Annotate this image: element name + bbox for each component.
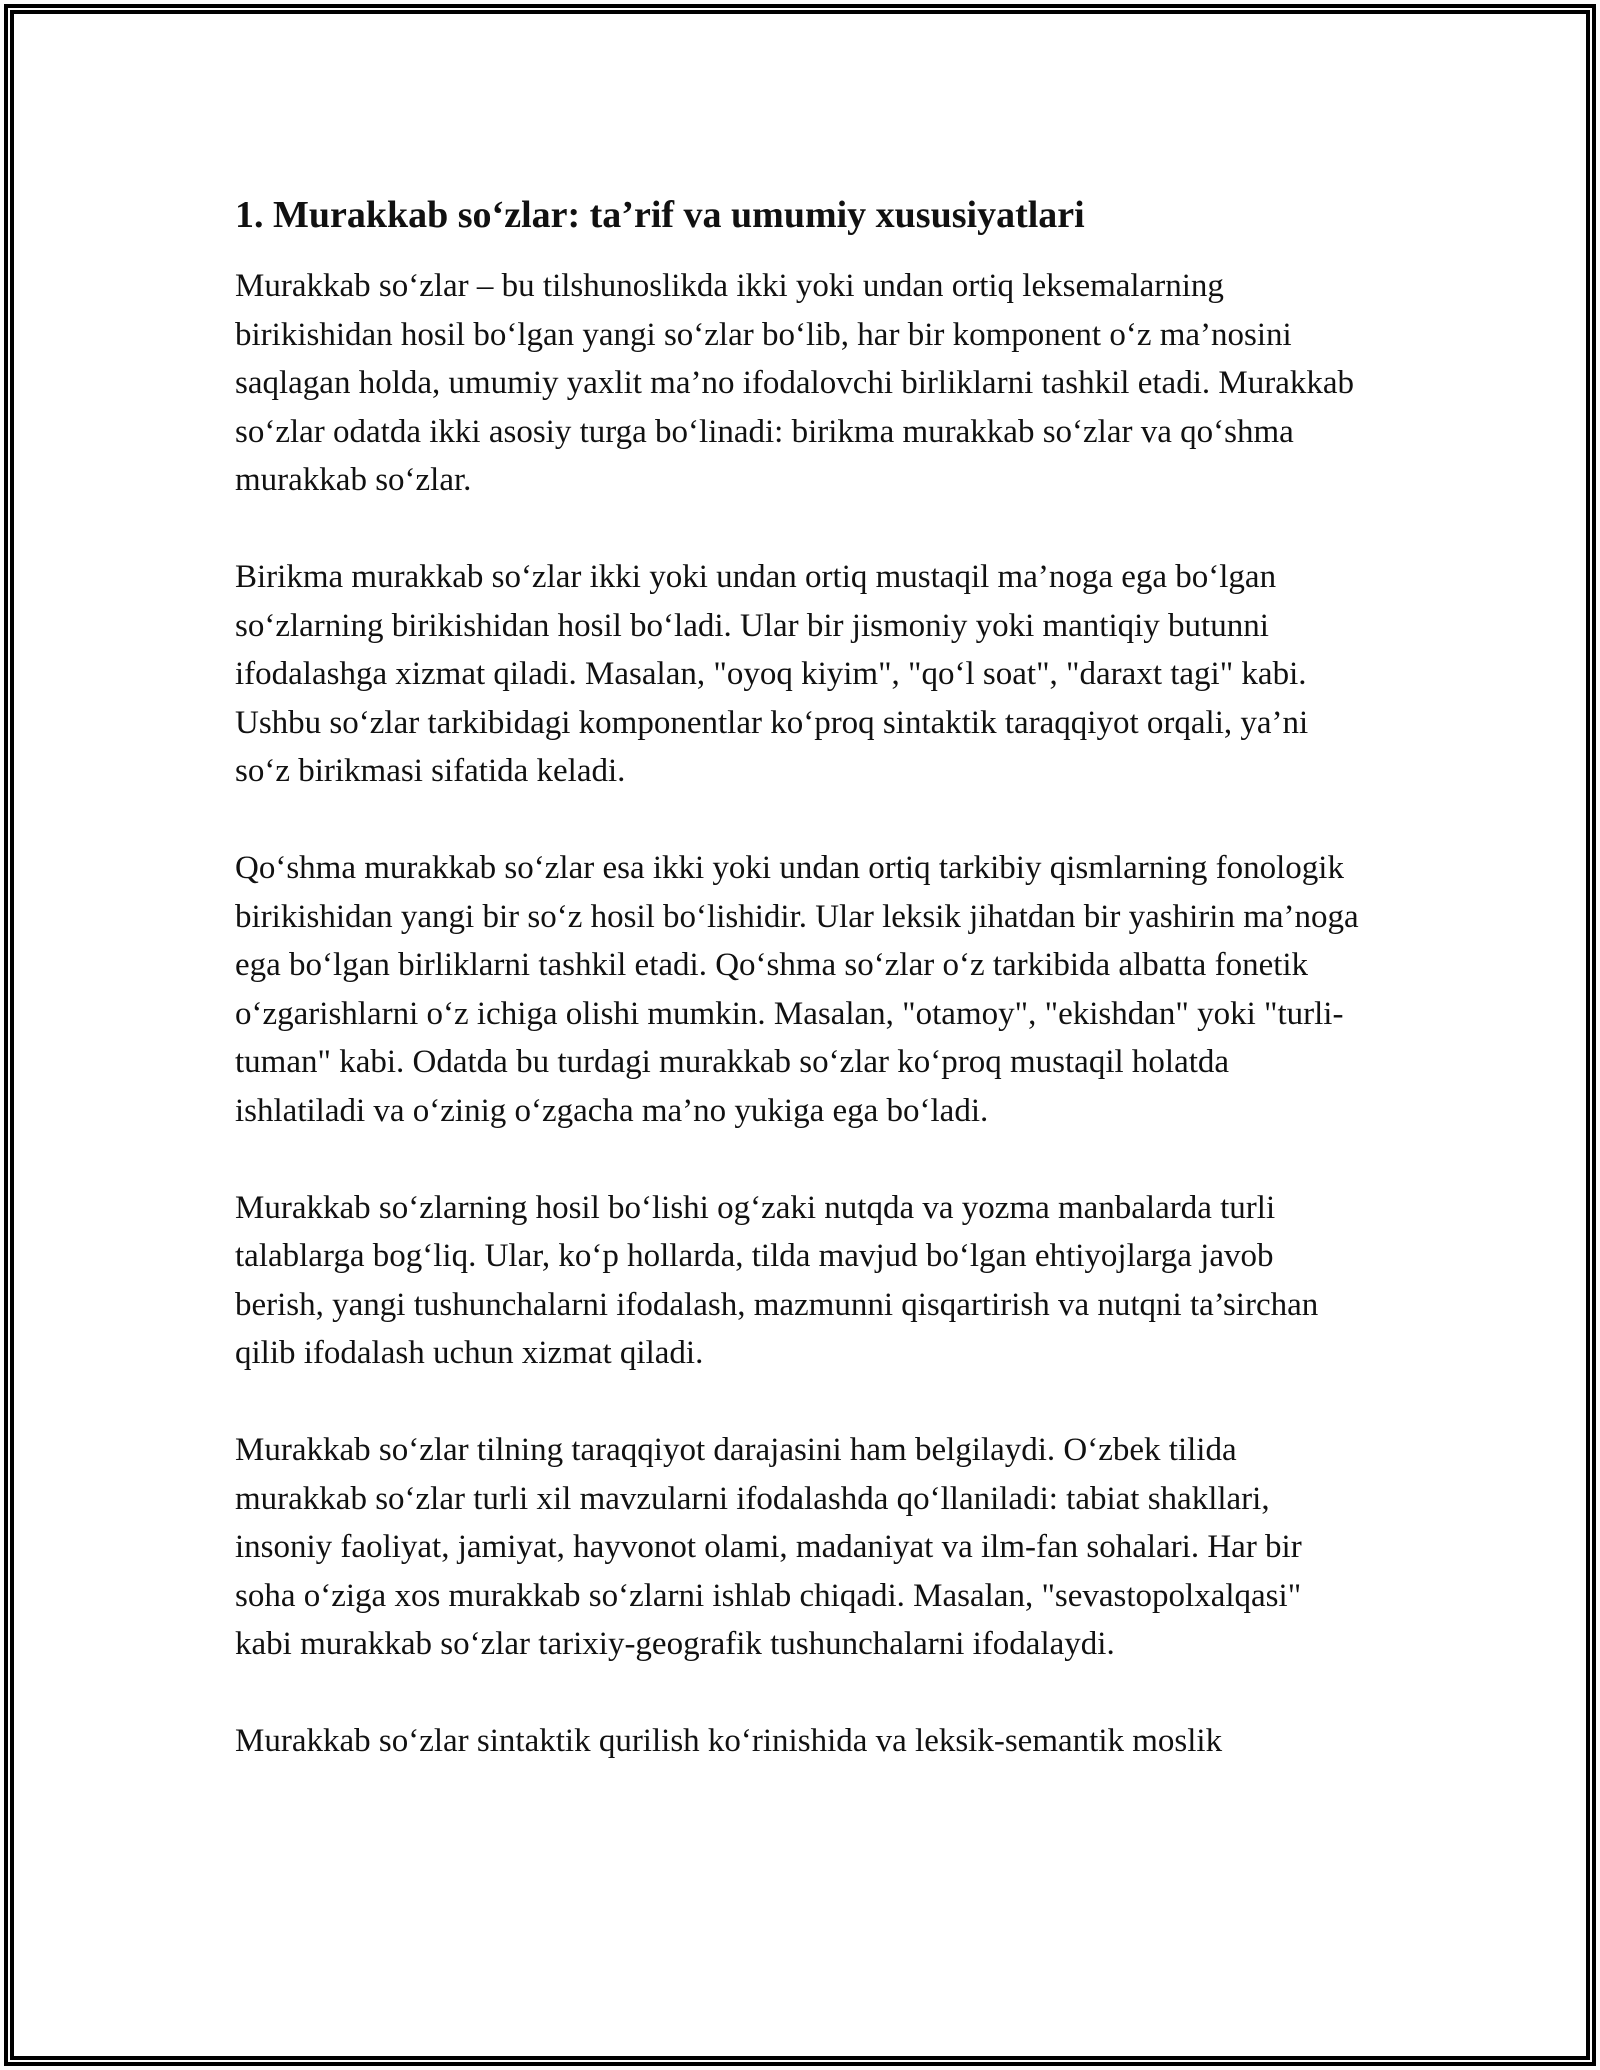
paragraph-definition: Murakkab so‘zlar – bu tilshunoslikda ikki yoki undan ortiq leksemalarning birikishidan hosil bo‘lgan yangi so‘zlar bo‘lib, har bir komponent o‘z ma’nosini saqlagan holda, umumiy yaxlit ma’no ifodalovchi birliklarni tashkil etadi. Murakkab so‘zlar odatda ikki asosiy turga bo‘linadi: birikma murakkab so‘zlar va qo‘shma murakkab so‘zlar. (235, 268, 1354, 498)
paragraph-formation: Murakkab so‘zlarning hosil bo‘lishi og‘zaki nutqda va yozma manbalarda turli talablarga bog‘liq. Ular, ko‘p hollarda, tilda mavjud bo‘lgan ehtiyojlarga javob berish, yangi tushunchalarni ifodalash, mazmunni qisqartirish va nutqni ta’sirchan qilib ifodalash uchun xizmat qiladi. (235, 1189, 1319, 1371)
paragraph-development: Murakkab so‘zlar tilning taraqqiyot darajasini ham belgilaydi. O‘zbek tilida murakkab so‘zlar turli xil mavzularni ifodalashda qo‘llaniladi: tabiat shakllari, insoniy faoliyat, jamiyat, hayvonot olami, madaniyat va ilm-fan sohalari. Har bir soha o‘ziga xos murakkab so‘zlarni ishlab chiqadi. Masalan, "sevastopolxalqasi" kabi murakkab so‘zlar tarixiy-geografik tushunchalarni ifodalaydi. (235, 1432, 1302, 1662)
paragraph-syntactic: Murakkab so‘zlar sintaktik qurilish ko‘rinishida va leksik-semantik moslik (235, 1723, 1223, 1759)
document-body (235, 190, 1360, 1814)
section-title: 1. Murakkab so‘zlar: ta’rif va umumiy xususiyatlari (235, 194, 1085, 236)
paragraph-qoshma: Qo‘shma murakkab so‘zlar esa ikki yoki undan ortiq tarkibiy qismlarning fonologik birikishidan yangi bir so‘z hosil bo‘lishidir. Ular leksik jihatdan bir yashirin ma’noga ega bo‘lgan birliklarni tashkil etadi. Qo‘shma so‘zlar o‘z tarkibida albatta fonetik o‘zgarishlarni o‘z ichiga olishi mumkin. Masalan, "otamoy", "ekishdan" yoki "turli-tuman" kabi. Odatda bu turdagi murakkab so‘zlar ko‘proq mustaqil holatda ishlatiladi va o‘zinig o‘zgacha ma’no yukiga ega bo‘ladi. (235, 850, 1359, 1129)
paragraph-birikma: Birikma murakkab so‘zlar ikki yoki undan ortiq mustaqil ma’noga ega bo‘lgan so‘zlarning birikishidan hosil bo‘ladi. Ular bir jismoniy yoki mantiqiy butunni ifodalashga xizmat qiladi. Masalan, "oyoq kiyim", "qo‘l soat", "daraxt tagi" kabi. Ushbu so‘zlar tarkibidagi komponentlar ko‘proq sintaktik taraqqiyot orqali, ya’ni so‘z birikmasi sifatida keladi. (235, 559, 1309, 789)
